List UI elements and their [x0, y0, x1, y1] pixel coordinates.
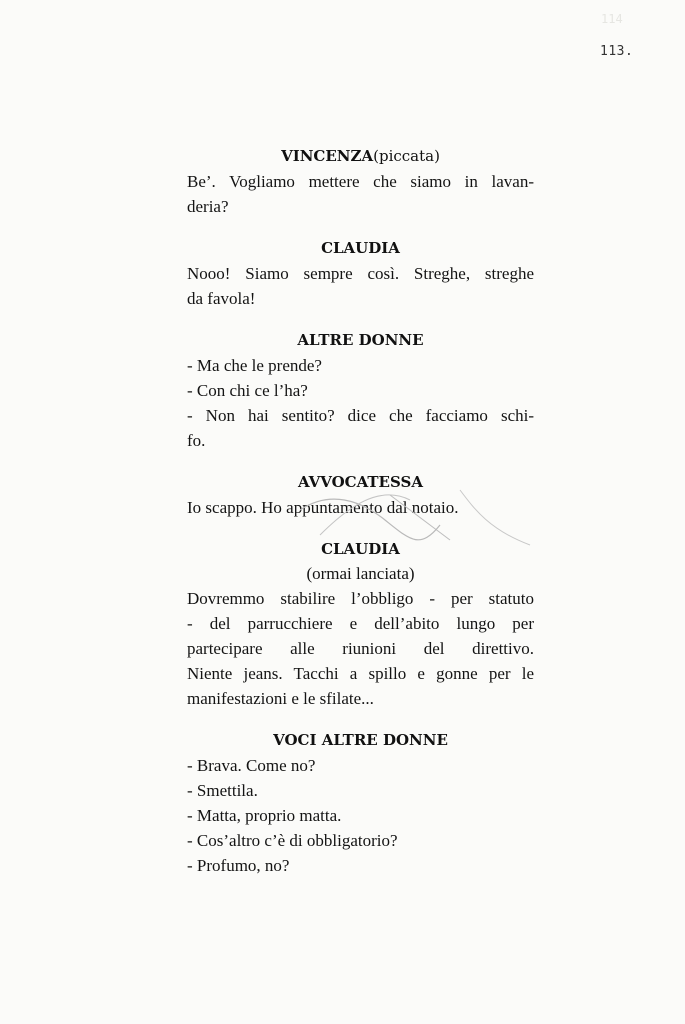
stage-direction: (ormai lanciata): [306, 564, 415, 583]
dialogue-line: - Brava. Come no?: [187, 756, 316, 775]
dialogue-line: Dovremmo stabilire l’obbligo - per statuto: [187, 589, 534, 608]
speaker-claudia: CLAUDIA: [321, 540, 400, 558]
speaker-name: VINCENZA: [281, 147, 374, 165]
pencil-scribble-mark: [290, 480, 550, 560]
page-number: 113.: [600, 44, 634, 59]
speaker-vincenza: [187, 143, 534, 169]
dialogue-line: Niente jeans. Tacchi a spillo e gonne per le: [187, 664, 534, 683]
dialogue-line: Be’. Vogliamo mettere che siamo in lavan-: [187, 172, 534, 191]
dialogue-line: da favola!: [187, 289, 256, 308]
speaker-avvocatessa: AVVOCATESSA: [298, 473, 423, 491]
dialogue-line: partecipare alle riunioni del direttivo.: [187, 639, 534, 658]
dialogue-line: deria?: [187, 197, 229, 216]
dialogue-line: Io scappo. Ho appuntamento dal notaio.: [187, 498, 459, 517]
dialogue-line: - Cos’altro c’è di obbligatorio?: [187, 831, 398, 850]
speaker-voci-altre-donne: VOCI ALTRE DONNE: [273, 731, 448, 749]
dialogue-line: manifestazioni e le sfilate...: [187, 689, 374, 708]
speaker-claudia: CLAUDIA: [321, 239, 400, 257]
show-through-page-number: 114: [601, 12, 623, 26]
dialogue-line: - Smettila.: [187, 781, 258, 800]
dialogue-line: fo.: [187, 431, 206, 450]
dialogue-line: Nooo! Siamo sempre così. Streghe, streghe: [187, 264, 534, 283]
dialogue-line: - Con chi ce l’ha?: [187, 381, 308, 400]
dialogue-line: - Ma che le prende?: [187, 356, 322, 375]
stage-direction: (piccata): [373, 147, 440, 165]
speaker-altre-donne: ALTRE DONNE: [297, 331, 424, 349]
dialogue-line: - Non hai sentito? dice che facciamo schi-: [187, 406, 534, 425]
dialogue-line: - Profumo, no?: [187, 856, 290, 875]
dialogue-line: - del parrucchiere e dell’abito lungo per: [187, 614, 534, 633]
dialogue-line: - Matta, proprio matta.: [187, 806, 342, 825]
